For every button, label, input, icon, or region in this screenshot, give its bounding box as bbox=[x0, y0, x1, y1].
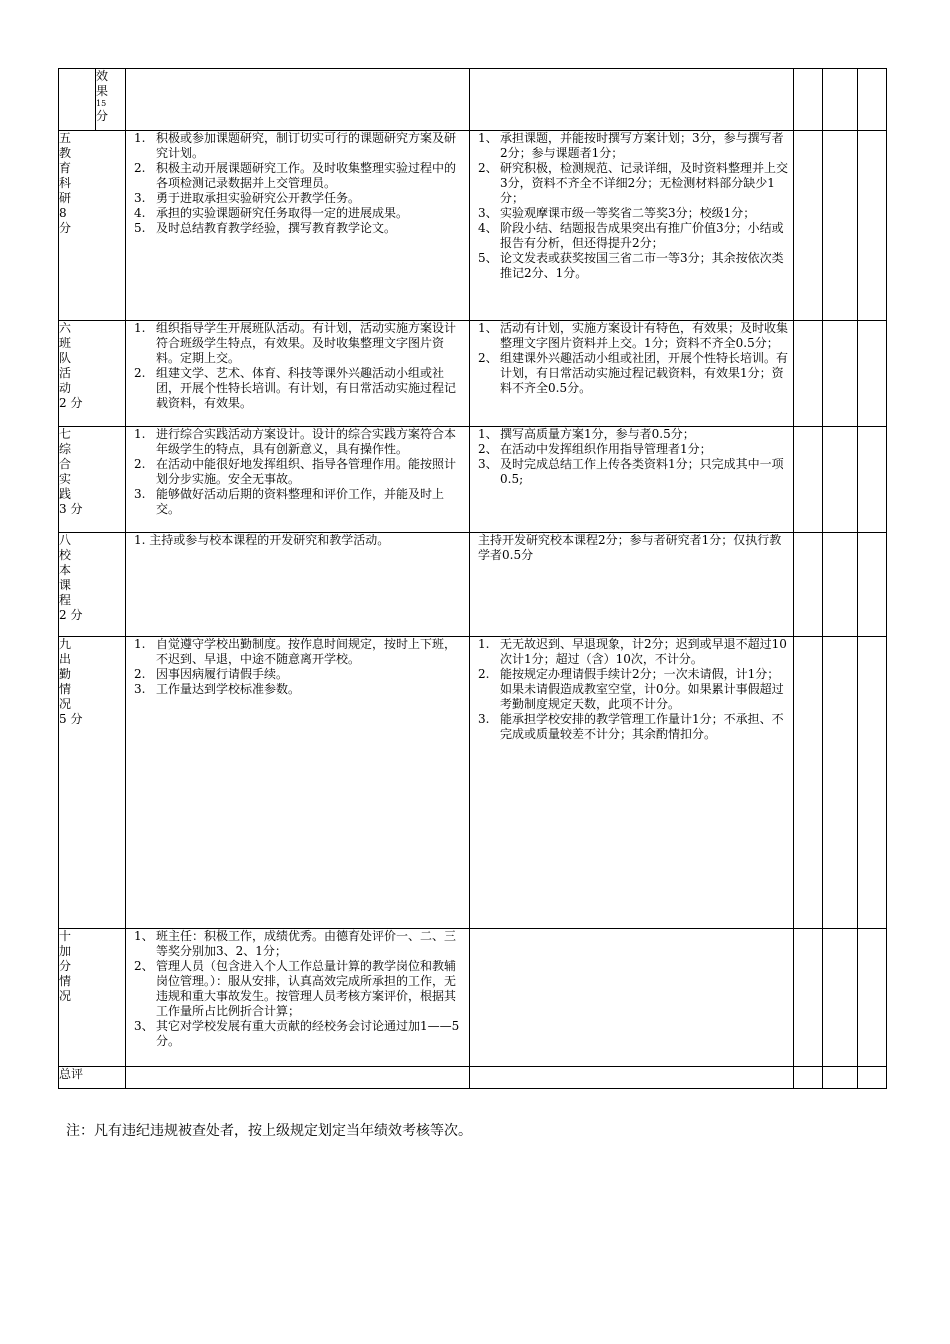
list-item bbox=[470, 637, 789, 667]
list-item bbox=[470, 131, 789, 161]
category-char: 加 bbox=[59, 944, 72, 958]
category-char: 科 bbox=[59, 176, 72, 190]
category-char: 分 bbox=[59, 959, 72, 973]
list-item bbox=[126, 637, 465, 667]
category-char: 七 bbox=[59, 427, 72, 441]
score-cell bbox=[858, 929, 887, 1067]
item-list bbox=[126, 131, 469, 236]
category-char: 实 bbox=[59, 472, 72, 486]
category-char: 情 bbox=[59, 974, 72, 988]
summary-row bbox=[59, 1067, 887, 1089]
score-cell bbox=[794, 929, 823, 1067]
score-cell bbox=[823, 929, 858, 1067]
table-row bbox=[59, 929, 887, 1067]
list-item bbox=[126, 427, 465, 457]
category-char: 研 bbox=[59, 191, 72, 205]
item-text: 积极或参加课题研究，制订切实可行的课题研究方案及研究计划。 bbox=[156, 131, 457, 160]
score-cell bbox=[858, 69, 887, 131]
item-text: 研究积极，检测规范、记录详细，及时资料整理并上交3分，资料不齐全不详细2分；无检测材料部分缺少1分； bbox=[500, 161, 789, 205]
category-char: 情 bbox=[59, 682, 72, 696]
scoring-cell bbox=[470, 533, 794, 637]
list-item bbox=[470, 161, 789, 206]
summary-label: 总评 bbox=[59, 1067, 126, 1089]
category-cell bbox=[59, 321, 126, 427]
category-char: 十 bbox=[59, 929, 72, 943]
item-number: 5. bbox=[134, 221, 146, 235]
item-number: 2. bbox=[478, 667, 490, 681]
list-item bbox=[126, 221, 465, 236]
category-char: 动 bbox=[59, 381, 72, 395]
item-list bbox=[126, 321, 469, 411]
item-number: 2、 bbox=[134, 959, 154, 973]
item-text: 进行综合实践活动方案设计。设计的综合实践方案符合本年级学生的特点，具有创新意义，具有操作性。 bbox=[156, 427, 457, 456]
item-text: 无无故迟到、早退现象，计2分；迟到或早退不超过10次计1分；超过（含）10次，不计分。 bbox=[500, 637, 787, 666]
score-cell bbox=[823, 637, 858, 929]
category-char: 六 bbox=[59, 321, 72, 335]
category-cell bbox=[59, 533, 126, 637]
item-number: 2. bbox=[134, 366, 146, 380]
category-char: 勤 bbox=[59, 667, 72, 681]
item-number: 1、 bbox=[478, 131, 498, 145]
criteria-cell bbox=[126, 427, 470, 533]
list-item bbox=[470, 457, 789, 487]
item-list bbox=[470, 131, 793, 281]
list-item bbox=[470, 321, 789, 351]
item-text: 管理人员（包含进入个人工作总量计算的教学岗位和教辅岗位管理。）：服从安排，认真高效完成所承担的工作，无违规和重大事故发生。按管理人员考核方案评价，根据其工作量所占比例折合计算； bbox=[156, 959, 457, 1018]
category-char: 九 bbox=[59, 637, 72, 651]
item-number: 2、 bbox=[478, 351, 498, 365]
scoring-text: 主持开发研究校本课程2分；参与者研究者1分；仅执行教学者0.5分 bbox=[478, 533, 782, 562]
list-item bbox=[470, 442, 789, 457]
category-cell bbox=[59, 637, 126, 929]
category-char: 分 bbox=[59, 221, 72, 235]
subcategory-unit: 分 bbox=[96, 109, 109, 123]
criteria-cell bbox=[126, 69, 470, 131]
score-cell bbox=[858, 637, 887, 929]
table-row bbox=[59, 637, 887, 929]
item-text: 及时总结教育教学经验，撰写教育教学论文。 bbox=[156, 221, 397, 235]
score-cell bbox=[823, 533, 858, 637]
category-char: 本 bbox=[59, 563, 72, 577]
score-cell bbox=[794, 427, 823, 533]
criteria-cell bbox=[126, 131, 470, 321]
list-item bbox=[470, 206, 789, 221]
item-text: 因事因病履行请假手续。 bbox=[156, 667, 289, 681]
list-item bbox=[470, 427, 789, 442]
category-char: 班 bbox=[59, 336, 72, 350]
category-char: 况 bbox=[59, 697, 72, 711]
score-cell bbox=[794, 69, 823, 131]
item-text: 其它对学校发展有重大贡献的经校务会讨论通过加1——5分。 bbox=[156, 1019, 460, 1048]
list-item bbox=[126, 206, 465, 221]
category-char: 队 bbox=[59, 351, 72, 365]
item-number: 3、 bbox=[478, 206, 498, 220]
subcategory-small: 15 bbox=[96, 99, 107, 108]
list-item bbox=[126, 929, 465, 959]
score-cell bbox=[823, 69, 858, 131]
item-number: 3. bbox=[134, 682, 146, 696]
item-number: 3、 bbox=[134, 1019, 154, 1033]
item-text: 阶段小结、结题报告成果突出有推广价值3分；小结或报告有分析，但还得提升2分； bbox=[500, 221, 784, 250]
item-number: 1、 bbox=[134, 929, 154, 943]
item-number: 2、 bbox=[478, 442, 498, 456]
score-cell bbox=[794, 533, 823, 637]
item-list bbox=[126, 929, 469, 1049]
list-item bbox=[126, 366, 465, 411]
criteria-text: 1. 主持或参与校本课程的开发研究和教学活动。 bbox=[134, 533, 390, 547]
list-item bbox=[470, 712, 789, 742]
list-item bbox=[470, 251, 789, 281]
list-item bbox=[126, 457, 465, 487]
score-cell bbox=[858, 131, 887, 321]
item-list bbox=[470, 427, 793, 487]
score-cell bbox=[823, 131, 858, 321]
criteria-cell bbox=[126, 637, 470, 929]
scoring-cell bbox=[470, 131, 794, 321]
item-text: 活动有计划，实施方案设计有特色，有效果；及时收集整理文字图片资料并上交。1分；资料不齐全0.5分； bbox=[500, 321, 789, 350]
list-item bbox=[470, 351, 789, 396]
item-text: 自觉遵守学校出勤制度。按作息时间规定，按时上下班，不迟到、早退，中途不随意离开学校。 bbox=[156, 637, 457, 666]
score-cell bbox=[823, 321, 858, 427]
item-text: 承担课题，并能按时撰写方案计划；3分，参与撰写者2分；参与课题者1分； bbox=[500, 131, 784, 160]
category-char: 育 bbox=[59, 161, 72, 175]
score-cell bbox=[823, 427, 858, 533]
subcategory-char: 果 bbox=[96, 84, 109, 98]
category-char: 出 bbox=[59, 652, 72, 666]
scoring-cell bbox=[470, 637, 794, 929]
item-number: 1. bbox=[134, 321, 146, 335]
item-text: 论文发表或获奖按国三省二市一等3分；其余按依次类推记2分、1分。 bbox=[500, 251, 784, 280]
item-number: 1、 bbox=[478, 427, 498, 441]
category-char: 合 bbox=[59, 457, 72, 471]
item-text: 在活动中能很好地发挥组织、指导各管理作用。能按照计划分步实施。安全无事故。 bbox=[156, 457, 457, 486]
category-char: 5 分 bbox=[59, 712, 83, 726]
list-item bbox=[126, 487, 465, 517]
scoring-cell bbox=[470, 427, 794, 533]
item-text: 能够做好活动后期的资料整理和评价工作，并能及时上交。 bbox=[156, 487, 445, 516]
score-cell bbox=[858, 1067, 887, 1089]
table-row bbox=[59, 69, 887, 131]
table-row bbox=[59, 131, 887, 321]
score-cell bbox=[794, 321, 823, 427]
item-text: 工作量达到学校标准参数。 bbox=[156, 682, 301, 696]
category-char: 3 分 bbox=[59, 502, 83, 516]
list-item bbox=[470, 221, 789, 251]
item-text: 能承担学校安排的教学管理工作量计1分；不承担、不完成或质量较差不计分；其余酌情扣分。 bbox=[500, 712, 784, 741]
category-char: 综 bbox=[59, 442, 72, 456]
summary-cell bbox=[470, 1067, 794, 1089]
item-number: 3. bbox=[134, 487, 146, 501]
category-char: 课 bbox=[59, 578, 72, 592]
score-cell bbox=[858, 321, 887, 427]
list-item bbox=[470, 667, 789, 712]
item-text: 积极主动开展课题研究工作。及时收集整理实验过程中的各项检测记录数据并上交管理员。 bbox=[156, 161, 457, 190]
list-item bbox=[126, 131, 465, 161]
list-item bbox=[126, 1019, 465, 1049]
category-cell bbox=[59, 69, 96, 131]
item-number: 5、 bbox=[478, 251, 498, 265]
item-text: 组建课外兴趣活动小组或社团，开展个性特长培训。有计划，有日常活动实施过程记载资料，有效果1分；资料不齐全0.5分。 bbox=[500, 351, 789, 395]
item-text: 勇于进取承担实验研究公开教学任务。 bbox=[156, 191, 361, 205]
list-item bbox=[126, 682, 465, 697]
criteria-cell bbox=[126, 533, 470, 637]
score-cell bbox=[794, 637, 823, 929]
item-number: 1. bbox=[478, 637, 490, 651]
item-number: 2. bbox=[134, 161, 146, 175]
item-text: 组织指导学生开展班队活动。有计划，活动实施方案设计符合班级学生特点，有效果。及时收集整理文字图片资料。定期上交。 bbox=[156, 321, 457, 365]
item-text: 撰写高质量方案1分，参与者0.5分； bbox=[500, 427, 695, 441]
category-char: 践 bbox=[59, 487, 72, 501]
item-list bbox=[470, 637, 793, 742]
item-number: 4、 bbox=[478, 221, 498, 235]
item-text: 及时完成总结工作上传各类资料1分；只完成其中一项0.5; bbox=[500, 457, 784, 486]
item-list bbox=[126, 637, 469, 697]
category-char: 校 bbox=[59, 548, 72, 562]
category-char: 八 bbox=[59, 533, 72, 547]
score-cell bbox=[794, 1067, 823, 1089]
item-list bbox=[126, 427, 469, 517]
scoring-cell bbox=[470, 929, 794, 1067]
item-number: 1、 bbox=[478, 321, 498, 335]
score-cell bbox=[794, 131, 823, 321]
item-number: 2. bbox=[134, 457, 146, 471]
criteria-cell bbox=[126, 929, 470, 1067]
score-cell bbox=[858, 427, 887, 533]
item-number: 2. bbox=[134, 667, 146, 681]
item-text: 能按规定办理请假手续计2分；一次未请假，计1分；如果未请假造成教室空堂，计0分。如果累计事假超过考勤制度规定天数，此项不计分。 bbox=[500, 667, 784, 711]
item-number: 3. bbox=[478, 712, 490, 726]
category-char: 2 分 bbox=[59, 396, 83, 410]
category-cell bbox=[59, 131, 126, 321]
item-text: 组建文学、艺术、体育、科技等课外兴趣活动小组或社团，开展个性特长培训。有计划，有日常活动实施过程记载资料，有效果。 bbox=[156, 366, 457, 410]
category-cell bbox=[59, 427, 126, 533]
category-char: 活 bbox=[59, 366, 72, 380]
item-text: 在活动中发挥组织作用指导管理者1分； bbox=[500, 442, 712, 456]
criteria-cell bbox=[126, 321, 470, 427]
scoring-cell bbox=[470, 321, 794, 427]
list-item bbox=[126, 161, 465, 191]
item-number: 1. bbox=[134, 427, 146, 441]
item-number: 2、 bbox=[478, 161, 498, 175]
category-char: 2 分 bbox=[59, 608, 83, 622]
table-row bbox=[59, 321, 887, 427]
category-char: 况 bbox=[59, 989, 72, 1003]
category-cell bbox=[59, 929, 126, 1067]
item-text: 实验观摩课市级一等奖省二等奖3分；校级1分； bbox=[500, 206, 756, 220]
score-cell bbox=[823, 1067, 858, 1089]
summary-cell bbox=[126, 1067, 470, 1089]
item-list bbox=[470, 321, 793, 396]
assessment-table bbox=[58, 68, 887, 1089]
item-number: 1. bbox=[134, 637, 146, 651]
category-char: 五 bbox=[59, 131, 72, 145]
subcategory-cell bbox=[96, 69, 126, 131]
table-row bbox=[59, 427, 887, 533]
table-row bbox=[59, 533, 887, 637]
item-number: 3、 bbox=[478, 457, 498, 471]
subcategory-char: 效 bbox=[96, 69, 109, 83]
list-item bbox=[126, 959, 465, 1019]
category-char: 程 bbox=[59, 593, 72, 607]
scoring-cell bbox=[470, 69, 794, 131]
category-char: 教 bbox=[59, 146, 72, 160]
item-number: 3. bbox=[134, 191, 146, 205]
score-cell bbox=[858, 533, 887, 637]
list-item bbox=[126, 321, 465, 366]
list-item bbox=[126, 191, 465, 206]
item-number: 4. bbox=[134, 206, 146, 220]
footnote: 注：凡有违纪违规被查处者，按上级规定划定当年绩效考核等次。 bbox=[66, 1123, 472, 1139]
item-number: 1. bbox=[134, 131, 146, 145]
list-item bbox=[126, 667, 465, 682]
item-text: 班主任：积极工作，成绩优秀。由德育处评价一、二、三等奖分别加3、2、1分； bbox=[156, 929, 457, 958]
item-text: 承担的实验课题研究任务取得一定的进展成果。 bbox=[156, 206, 409, 220]
category-char: 8 bbox=[59, 206, 67, 220]
